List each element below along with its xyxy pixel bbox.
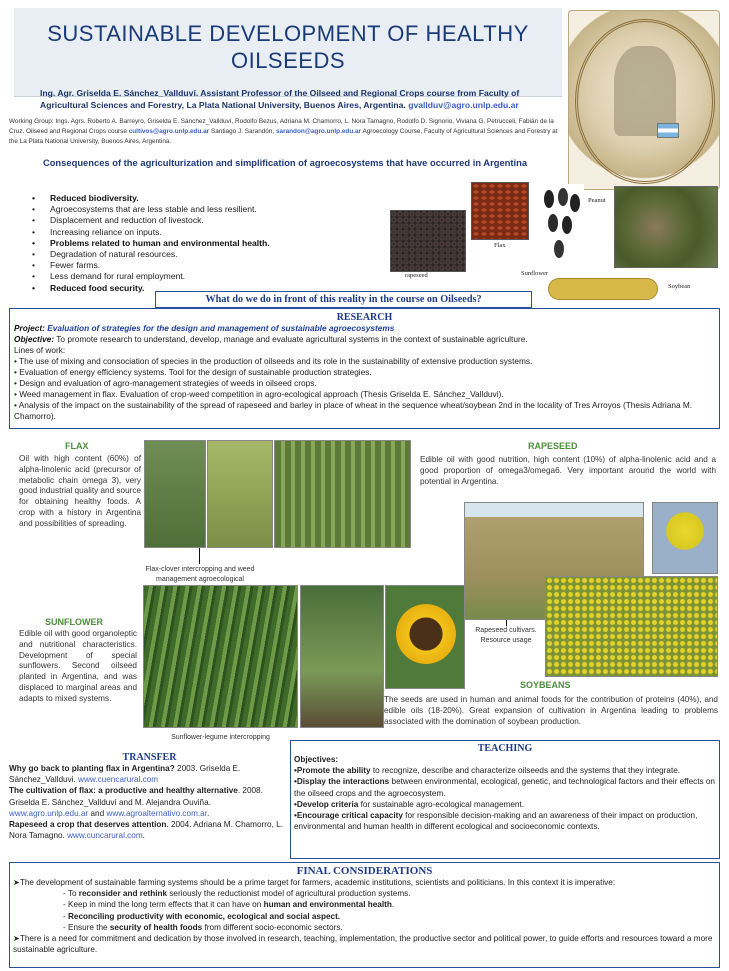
- rapeseed-seeds-image: [390, 210, 466, 272]
- teaching-heading: TEACHING: [477, 743, 533, 754]
- rapeseed-caption: Rapeseed cultivars. Resource usage: [475, 627, 537, 644]
- objectives-label-text: Objectives:: [294, 755, 339, 764]
- sunflower-label: Sunflower: [521, 270, 549, 277]
- transfer-item: The cultivation of flax: a productive and healthy alternative. 2008. Griselda E. Sánchez_Vallduví and M. Alejandra Ouviña. www.agro.unlp.edu.ar and www.agroalternativo.com.ar.: [9, 786, 263, 818]
- sunflower-plants-image: [300, 585, 384, 728]
- research-section: [9, 308, 720, 429]
- transfer-link[interactable]: www.agro.unlp.edu.ar: [9, 808, 89, 818]
- main-author-email[interactable]: gvallduv@agro.unlp.edu.ar: [408, 100, 519, 110]
- consequence-item: • Degradation of natural resources.: [30, 249, 360, 260]
- soybeans-heading: SOYBEANS: [520, 680, 571, 690]
- transfer-item-text: . 2004. Adriana M. Chamorro, L. Nora Tamagno.: [9, 820, 283, 841]
- final-point-bold: human and environmental health: [263, 900, 392, 910]
- final-paragraph: ➤The development of sustainable farming systems should be a prime target for farmers, academic institutions, scientists and politicians. In this context it is imperative:: [13, 878, 616, 887]
- sunflower-seeds-image: [540, 184, 584, 266]
- argentina-flag-icon: [657, 123, 679, 138]
- university-seal-image: [568, 10, 720, 190]
- final-point-bold: security of health foods: [109, 922, 203, 932]
- final-point-text: - Keep in mind the long term effects that it can have on: [63, 900, 264, 910]
- flax-clover-field-image: [207, 440, 273, 548]
- sunflower-description: Edible oil with good organoleptic and nutritional characteristics. Development of special sunflowers. Second oilseed planted in Argentina, and was displaced to marginal areas and adapts to mixed systems.: [19, 629, 137, 703]
- research-objective: [14, 334, 715, 345]
- objectives-label: [294, 754, 716, 765]
- flax-description: Oil with high content (60%) of alpha-linolenic acid (precursor of metabolic chain omega 3), very good industrial quality and source for obtaining healthy foods. A crop with a history in Argentina and possibilities of spreading.: [19, 454, 141, 528]
- teaching-item-bold: •Develop criteria: [294, 799, 359, 809]
- final-point-text: - Ensure the: [63, 922, 110, 932]
- project-label: Project:: [14, 323, 45, 333]
- lines-label: Lines of work:: [14, 345, 66, 355]
- working-group: [9, 117, 562, 147]
- final-heading: FINAL CONSIDERATIONS: [296, 865, 433, 877]
- main-author: [40, 87, 550, 111]
- consequences-heading: Consequences of the agriculturization and simplification of agroecosystems that have occurred in Argentina: [42, 157, 528, 168]
- teaching-item-text: for responsible decision-making and an awareness of their impact on production, environmental and human health in different ecological and socioeconomic contexts.: [294, 811, 698, 832]
- soybeans-description: The seeds are used in human and animal foods for the contribution of proteins (40%), and edible oils (18-20%). Great expansion of cultivation in Argentina leading to problems associated with the domination of soybean production.: [384, 695, 718, 726]
- teaching-item-bold: •Encourage critical capacity: [294, 811, 403, 821]
- peanut-label: Peanut: [588, 197, 606, 204]
- teaching-item: [294, 765, 716, 776]
- final-point-text: - To: [63, 889, 79, 899]
- consequence-item: • Displacement and reduction of livestock.: [30, 215, 360, 226]
- research-heading: RESEARCH: [336, 312, 393, 323]
- transfer-heading: TRANSFER: [122, 752, 177, 763]
- poster-title: SUSTAINABLE DEVELOPMENT OF HEALTHY OILSEEDS: [47, 21, 529, 73]
- consequence-item: • Less demand for rural employment.: [30, 271, 360, 282]
- teaching-item-bold: •Promote the ability: [294, 766, 371, 776]
- sunflower-heading: SUNFLOWER: [45, 617, 103, 627]
- final-point: [13, 911, 716, 922]
- rapeseed-caption-line: [506, 620, 507, 626]
- final-considerations-section: [9, 862, 720, 968]
- teaching-item-text: to recognize, describe and characterize oilseeds and the systems that they integrate.: [370, 766, 681, 776]
- transfer-item: Rapeseed a crop that deserves attention. 2004. Adriana M. Chamorro, L. Nora Tamagno. www.cuncarural.com.: [9, 820, 283, 841]
- final-point-bold: reconsider and rethink: [78, 889, 168, 899]
- transfer-item-text: . 2008. Griselda E. Sánchez_Vallduví and M. Alejandra Ouviña.: [9, 786, 263, 807]
- teaching-section: [290, 740, 720, 859]
- consequences-list: [30, 193, 360, 294]
- research-line: • Evaluation of energy efficiency systems. Tool for the design of sustainable production strategies.: [14, 367, 372, 377]
- teaching-item-text: between environmental, ecological, genetic, and technological factors and their effects on the oilseed crops and the agroecosystem.: [294, 777, 715, 798]
- consequence-item: • Problems related to human and environmental health.: [30, 238, 360, 249]
- research-line: • Weed management in flax. Evaluation of crop-weed competition in agro-ecological approach (Thesis Griselda E. Sánchez_Vallduvi).: [14, 389, 504, 399]
- flax-caption-line: [199, 548, 200, 564]
- rapeseed-flower-image: [652, 502, 718, 574]
- consequence-item: • Agroecosystems that are less stable and less resilient.: [30, 204, 360, 215]
- working-group-text-3: Agroecology Course, Faculty of Agricultural Sciences and Forestry at the La Plata National University, Buenos Aires, Argentina.: [9, 128, 558, 145]
- teaching-item-bold: •Display the interactions: [294, 777, 390, 787]
- teaching-item: [294, 799, 716, 810]
- rapeseed-heading: RAPESEED: [528, 441, 578, 451]
- research-line: • Analysis of the impact on the sustainability of the spread of rapeseed and barley in place of wheat in the sequence wheat/soybean 2nd in the locality of Tres Arroyos (Thesis Adriana M. Chamorro).: [14, 400, 693, 421]
- transfer-item: [9, 763, 290, 785]
- flax-heading: FLAX: [65, 441, 89, 451]
- transfer-link[interactable]: www.cuncarural.com: [67, 831, 143, 841]
- final-point-text: .: [391, 900, 395, 910]
- sunflower-legume-image: [143, 585, 298, 728]
- transfer-item-text: 2003. Griselda E. Sánchez_Vallduvi.: [9, 764, 241, 785]
- flax-seeds-image: [471, 182, 529, 240]
- transfer-item-title: Why go back to planting flax in Argentina?: [9, 764, 175, 773]
- final-paragraph-text: There is a need for commitment and dedication by those involved in research, teaching, implementation, the productive sector and political power, to guide efforts and resources toward a more sustainable agriculture.: [13, 934, 713, 955]
- transfer-item-title: The cultivation of flax: a productive and healthy alternative: [9, 786, 238, 796]
- soybean-pod-image: [548, 278, 658, 300]
- transfer-item-text: and: [88, 808, 107, 818]
- objective-label: Objective:: [14, 334, 55, 344]
- soybean-label: Soybean: [668, 283, 691, 290]
- final-paragraph: ➤There is a need for commitment and dedication by those involved in research, teaching, implementation, the productive sector and political power, to guide efforts and resources toward a more sustainable agriculture.: [13, 934, 713, 955]
- transfer-link[interactable]: www.agroalternativo.com.ar: [106, 808, 207, 818]
- flax-caption: Flax-clover intercropping and weed management agroecological: [145, 566, 255, 583]
- final-point: [13, 899, 716, 910]
- rapeseed-label: rapeseed: [405, 272, 428, 279]
- working-group-text-2: Santiago J. Sarandón,: [210, 128, 275, 135]
- teaching-item: [294, 810, 716, 832]
- consequence-item: • Reduced food security.: [30, 283, 360, 294]
- rapeseed-description: Edible oil with good nutrition, high content (10%) of alpha-linolenic acid and a good proportion of omega3/omega6. Very important around the world with potential in Argentina.: [420, 455, 716, 486]
- rapeseed-bloom-image: [545, 576, 718, 677]
- final-point: [13, 888, 716, 899]
- flax-rows-image: [274, 440, 411, 548]
- project-text: Evaluation of strategies for the design and management of sustainable agroecosystems: [47, 323, 395, 333]
- sunflower-head-image: [385, 585, 465, 689]
- transfer-link[interactable]: www.cuencarural.com: [78, 775, 159, 785]
- working-group-text: Working Group: Ings. Agrs. Roberto A. Barreyro, Griselda E. Sánchez_Vallduví, Rodolfo Bezus, Adriana M. Chamorro, L. Nora Tamagno, Rodolfo D. Signorio, Viviana G. Petrucceli, Fabián de la Cruz. Oilseed and Regional Crops course: [9, 118, 554, 135]
- peanut-plant-image: [614, 186, 718, 268]
- final-point-bold: Reconciling productivity with economic, ecological and social aspect.: [68, 911, 341, 921]
- final-point-text: -: [63, 911, 69, 921]
- final-point-text: seriously the reductionist model of agricultural production systems.: [167, 889, 411, 899]
- transfer-item-title: Rapeseed a crop that deserves attention: [9, 820, 167, 830]
- final-point: [13, 922, 716, 933]
- consequence-item: • Reduced biodiversity.: [30, 193, 360, 204]
- working-group-email-1[interactable]: cultivos@agro.unlp.edu.ar: [128, 128, 210, 135]
- consequence-item: • Increasing reliance on inputs.: [30, 227, 360, 238]
- objective-text: To promote research to understand, develop, manage and evaluate agricultural systems in the context of sustainable agriculture.: [56, 334, 528, 344]
- research-line: • The use of mixing and consociation of species in the production of oilseeds and its role in the sustainability of extensive production systems.: [14, 356, 533, 366]
- teaching-item: [294, 776, 716, 798]
- teaching-item-text: for sustainable agro-ecological management.: [358, 799, 524, 809]
- research-project: [14, 323, 715, 334]
- flax-label: Flax: [494, 242, 506, 249]
- research-line: • Design and evaluation of agro-management strategies of weeds in oilseed crops.: [14, 378, 317, 388]
- consequence-item: • Fewer farms.: [30, 260, 360, 271]
- flax-flower-image: [144, 440, 206, 548]
- working-group-email-2[interactable]: sarandon@agro.unlp.edu.ar: [275, 128, 362, 135]
- main-author-text: Ing. Agr. Griselda E. Sánchez_Vallduví. Assistant Professor of the Oilseed and Regional Crops course from Faculty of Agricultural Sciences and Forestry, La Plata National University, Buenos Aires, Argentina.: [40, 88, 520, 110]
- transfer-section: [9, 752, 290, 859]
- question-banner: What do we do in front of this reality in the course on Oilseeds?: [155, 291, 532, 308]
- sunflower-caption: Sunflower-legume intercropping: [171, 734, 270, 741]
- final-paragraph-text: The development of sustainable farming systems should be a prime target for farmers, academic institutions, scientists and politicians. In this context it is imperative:: [19, 878, 616, 887]
- final-point-text: from different socio-economic sectors.: [202, 922, 343, 932]
